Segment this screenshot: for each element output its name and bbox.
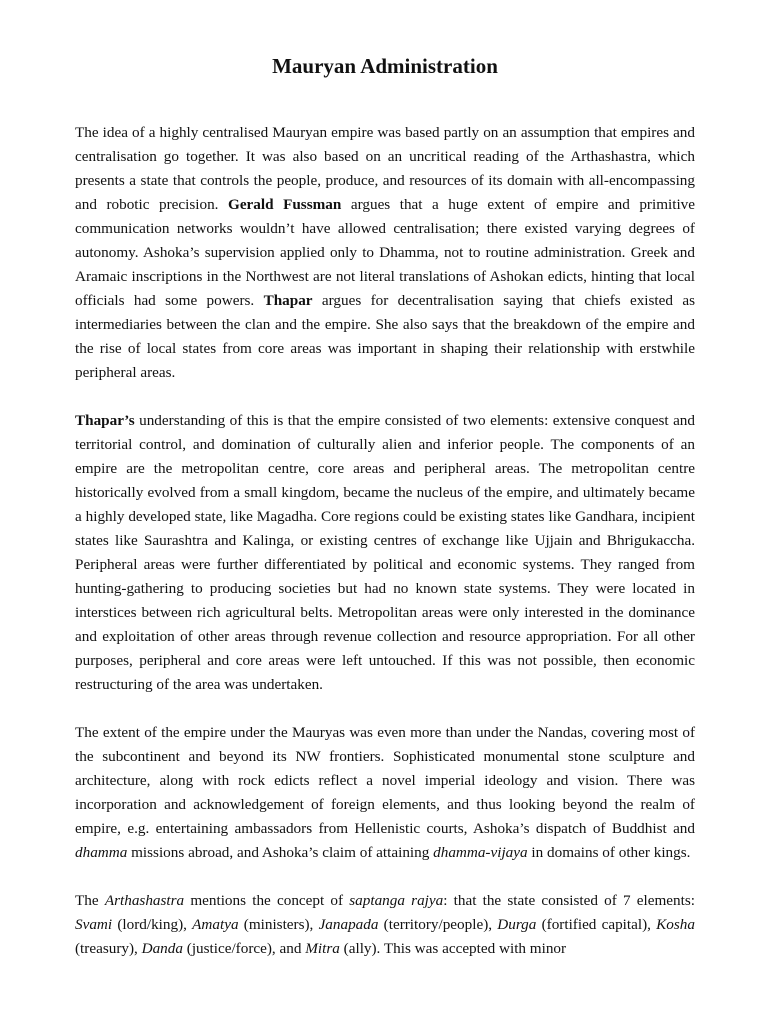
italic-term: Durga — [497, 916, 537, 933]
italic-term: Amatya — [192, 916, 239, 933]
italic-term: dhamma — [75, 844, 128, 861]
italic-term: saptanga rajya — [349, 892, 444, 909]
italic-term: dhamma-vijaya — [433, 844, 528, 861]
text-run: (lord/king), — [112, 916, 193, 933]
text-run: mentions the concept of — [184, 892, 350, 909]
italic-term: Mitra — [305, 940, 340, 957]
bold-name-thapars: Thapar’s — [75, 412, 135, 429]
text-run: understanding of this is that the empire consisted of two elements: extensive conquest and territorial control, and domination of culturally alien and inferior people. The components of an empire are the metropolitan centre, core areas and peripheral areas. The metropolitan centre historically evolved from a small kingdom, became the nucleus of the empire, and ultimately became a highly developed state, like Magadha. Core regions could be existing states like Gandhara, incipient states like Saurashtra and Kalinga, or existing centres of exchange like Ujjain and Bhrigukaccha. Peripheral areas were further differentiated by political and economic systems. They ranged from hunting-gathering to producing societies but had no known state systems. They were located in interstices between rich agricultural belts. Metropolitan areas were only interested in the dominance and exploitation of other areas through revenue collection and resource appropriation. For all other purposes, peripheral and core areas were left untouched. If this was not possible, then economic restructuring of the area was undertaken. — [75, 412, 695, 693]
text-run: missions abroad, and Ashoka’s claim of attaining — [127, 844, 434, 861]
paragraph-saptanga-rajya — [75, 889, 695, 961]
paragraph-thapar-understanding — [75, 409, 695, 697]
page-title: Mauryan Administration — [272, 54, 498, 78]
italic-term: Kosha — [656, 916, 695, 933]
text-run: (treasury), — [75, 940, 142, 957]
text-run: (ministers), — [238, 916, 319, 933]
italic-term: Arthashastra — [104, 892, 185, 909]
text-run: (fortified capital), — [536, 916, 657, 933]
text-run: The — [75, 892, 105, 909]
italic-term: Janapada — [318, 916, 379, 933]
text-run: argues for decentralisation saying that chiefs existed as intermediaries between the clan and the empire. She also says that the breakdown of the empire and the rise of local states from core areas was important in shaping their relationship with erstwhile peripheral areas. — [75, 292, 695, 381]
document-page — [75, 52, 695, 985]
text-run: The idea of a highly centralised Mauryan empire was based partly on an assumption that empires and centralisation go together. It was also based on an uncritical reading of the Arthashastra, which presents a state that controls the people, produce, and resources of its domain with all-encompassing and robotic precision. — [75, 124, 695, 213]
text-run: (justice/force), and — [182, 940, 306, 957]
text-run: : that the state consisted of 7 elements: — [443, 892, 695, 909]
text-run: The extent of the empire under the Mauryas was even more than under the Nandas, covering most of the subcontinent and beyond its NW frontiers. Sophisticated monumental stone sculpture and architecture, along with rock edicts reflect a novel imperial ideology and vision. There was incorporation and acknowledgement of foreign elements, and thus looking beyond the realm of empire, e.g. entertaining ambassadors from Hellenistic courts, Ashoka’s dispatch of Buddhist and — [75, 724, 695, 837]
text-run: (territory/people), — [378, 916, 498, 933]
bold-name-thapar: Thapar — [263, 292, 313, 309]
paragraph-extent-of-empire — [75, 721, 695, 865]
text-run: in domains of other kings. — [527, 844, 691, 861]
paragraph-centralisation — [75, 121, 695, 385]
text-run: argues that a huge extent of empire and primitive communication networks wouldn’t have allowed centralisation; there existed varying degrees of autonomy. Ashoka’s supervision applied only to Dhamma, not to routine administration. Greek and Aramaic inscriptions in the Northwest are not literal translations of Ashokan edicts, hinting that local officials had some powers. — [75, 196, 695, 309]
text-run: (ally). This was accepted with minor — [339, 940, 567, 957]
italic-term: Danda — [141, 940, 183, 957]
italic-term: Svami — [75, 916, 113, 933]
bold-name-fussman: Gerald Fussman — [228, 196, 342, 213]
